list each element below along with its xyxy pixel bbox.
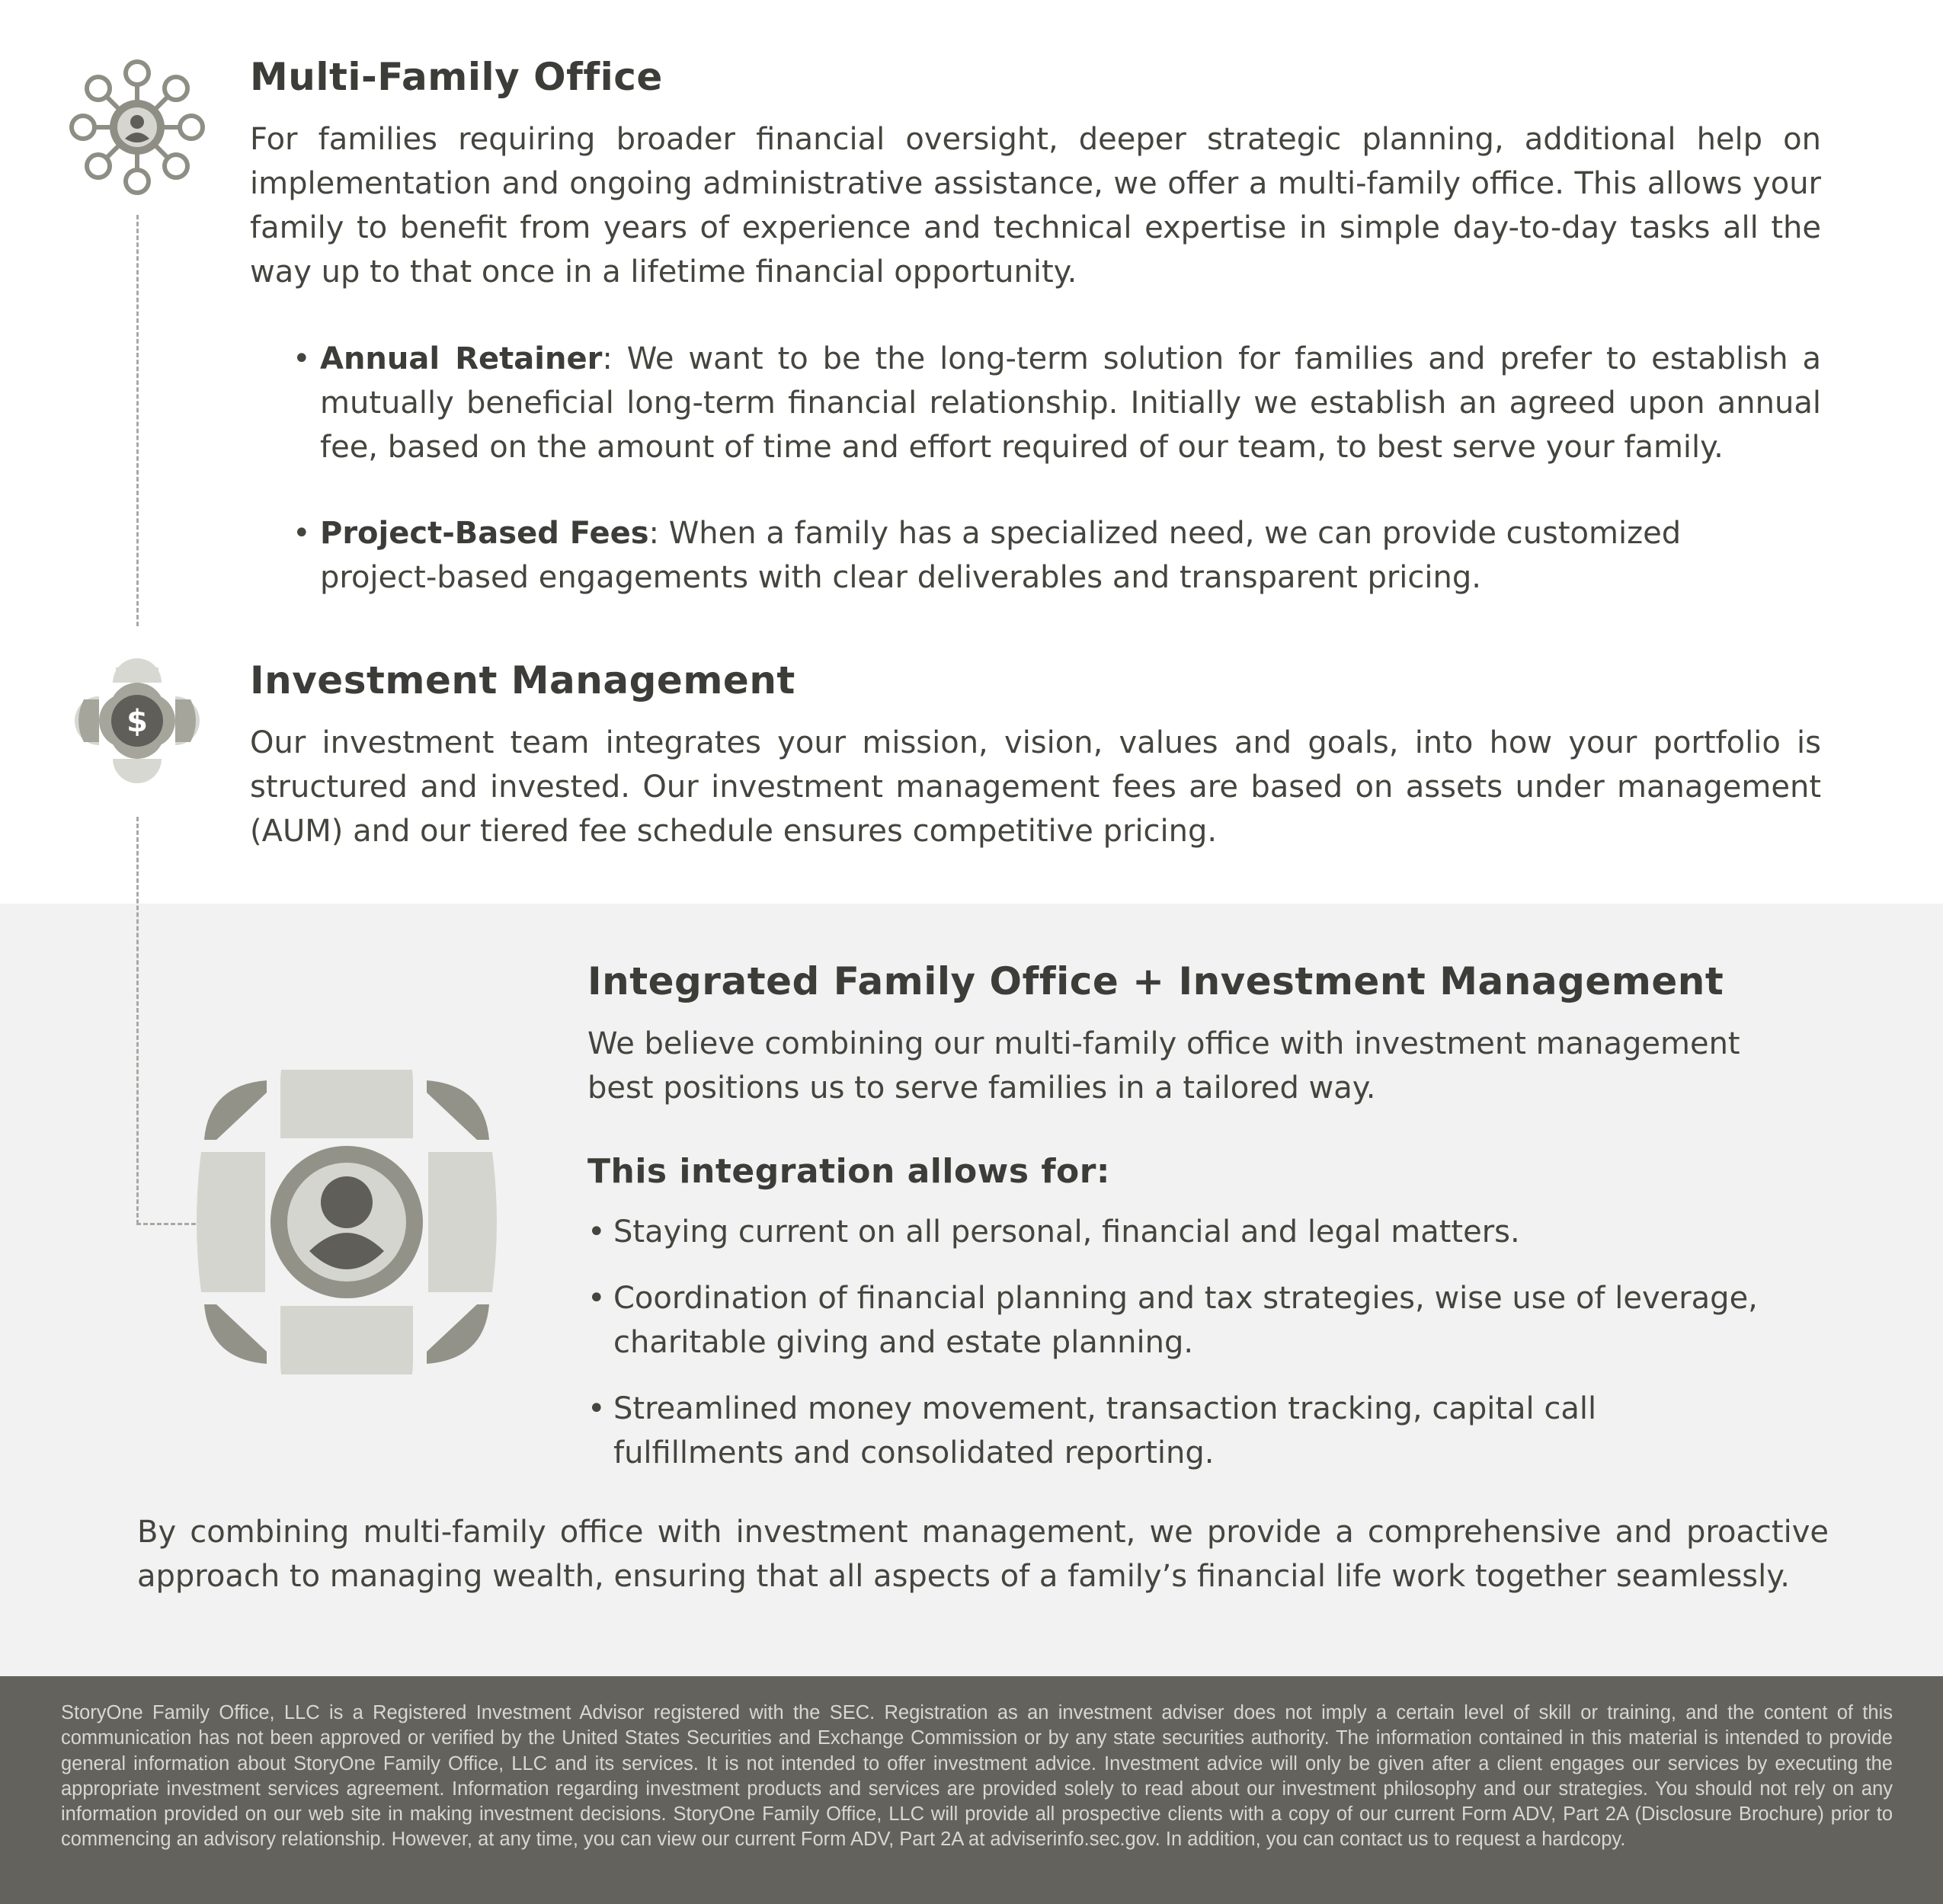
integrated-title: Integrated Family Office + Investment Management <box>587 959 1724 1003</box>
mfo-title: Multi-Family Office <box>250 55 663 99</box>
bullet-text: Staying current on all personal, financial and legal matters. <box>613 1214 1520 1250</box>
closing-paragraph: By combining multi-family office with investment management, we provide a comprehensive and proactive approach to managing wealth, ensuring that all aspects of a family’s financial life work together seamlessly. <box>137 1515 1829 1594</box>
person-flower-icon <box>197 1070 497 1374</box>
timeline-connector-3 <box>136 1223 196 1225</box>
bullet-label: Annual Retainer <box>320 341 603 376</box>
bullet-description: : When a family has a specialized need, we can provide customized project-based engagements with clear deliverables and transparent pricing. <box>320 516 1682 595</box>
integration-subheading: This integration allows for: <box>587 1152 1110 1191</box>
bullet-description: : We want to be the long-term solution for families and prefer to establish a mutually beneficial long-term financial relationship. Initially we establish an agreed upon annual fee, based on the amount of time and effort required of our team, to best serve your family. <box>320 341 1822 465</box>
bullet-dot: • <box>587 1391 606 1426</box>
mfo-body: For families requiring broader financial oversight, deeper strategic planning, additional help on implementation and ongoing administrative assistance, we offer a multi-family office. This allows your family to benefit from years of experience and technical expertise in simple day-to-day tasks all the way up to that once in a lifetime financial opportunity. <box>250 122 1821 290</box>
bullet-text: Coordination of financial planning and tax strategies, wise use of leverage, charitable giving and estate planning. <box>613 1281 1758 1360</box>
bullet-text <box>320 511 1737 600</box>
dollar-flower-icon <box>69 652 206 789</box>
bullet-dot: • <box>293 516 311 551</box>
timeline-connector-1 <box>136 215 139 626</box>
bullet-text: Streamlined money movement, transaction tracking, capital call fulfillments and consolidated reporting. <box>613 1391 1597 1470</box>
bullet-label: Project-Based Fees <box>320 516 649 551</box>
bullet-text <box>320 337 1821 469</box>
footer <box>0 1676 1943 1904</box>
bullet-dot: • <box>587 1214 606 1250</box>
bullet-dot: • <box>293 341 311 376</box>
bullet-dot: • <box>587 1281 606 1316</box>
svg-text:$: $ <box>126 704 148 739</box>
im-body: Our investment team integrates your mission, vision, values and goals, into how your portfolio is structured and invested. Our investment management fees are based on assets under management (AUM) and our tiered fee schedule ensures competitive pricing. <box>250 725 1821 849</box>
network-person-icon <box>67 56 207 198</box>
integrated-body: We believe combining our multi-family office with investment management best positions us to serve families in a tailored way. <box>587 1026 1740 1106</box>
im-title: Investment Management <box>250 658 795 702</box>
footer-disclaimer: StoryOne Family Office, LLC is a Registered Investment Advisor registered with the SEC. Registration as an investment adviser does not imply a certain level of skill or training, and the content of this communication has not been approved or verified by the United States Securities and Exchange Commission or by any state securities authority. The information contained in this material is intended to provide general information about StoryOne Family Office, LLC and its services. It is not intended to offer investment advice. Investment advice will only be given after a client engages our services by executing the appropriate investment services agreement. Information regarding investment products and services are provided solely to read about our investment philosophy and our strategies. You should not rely on any information provided on our web site in making investment decisions. StoryOne Family Office, LLC will provide all prospective clients with a copy of our current Form ADV, Part 2A (Disclosure Brochure) prior to commencing an advisory relationship. However, at any time, you can view our current Form ADV, Part 2A at adviserinfo.sec.gov. In addition, you can contact us to request a hardcopy. <box>61 1702 1893 1851</box>
timeline-connector-2 <box>136 817 139 1224</box>
